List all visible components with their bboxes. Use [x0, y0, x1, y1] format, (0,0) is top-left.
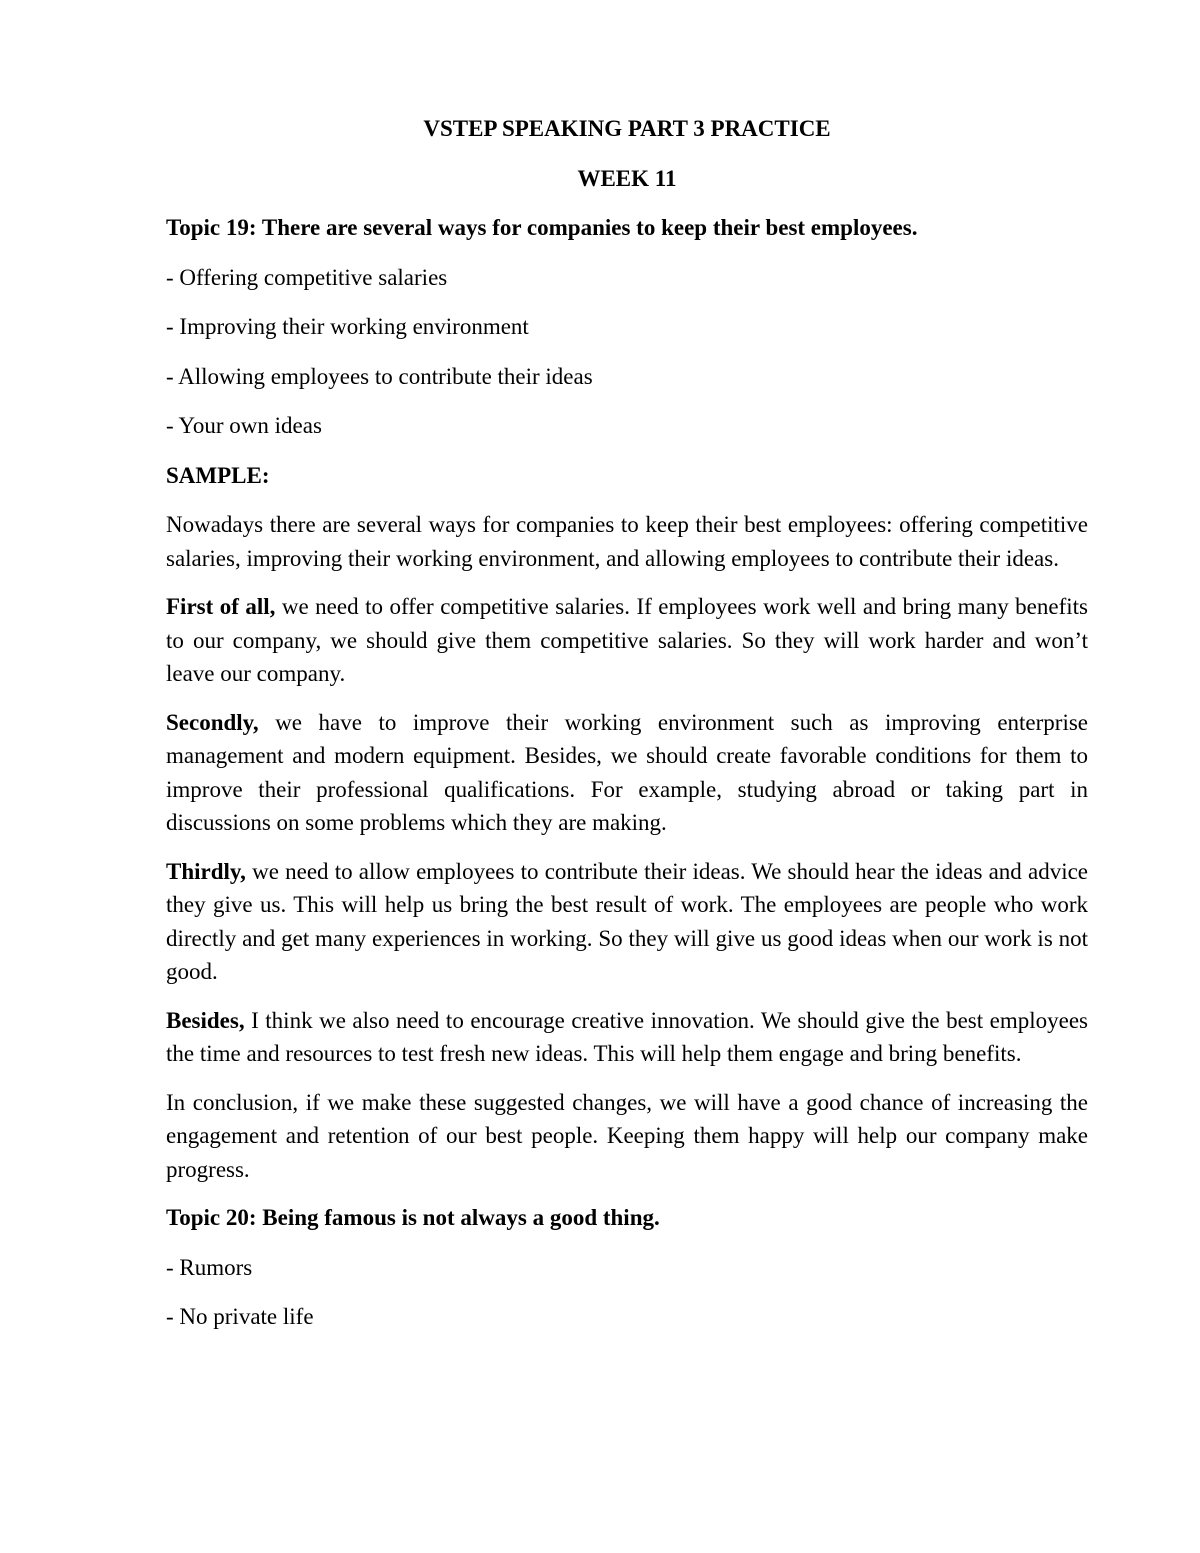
topic-20-heading: Topic 20: Being famous is not always a good thing.: [166, 1205, 660, 1230]
paragraph-text: we need to allow employees to contribute their ideas. We should hear the ideas and advice they give us. This will help us bring the best result of work. The employees are people who work directly and get many experiences in working. So they will give us good ideas when our work is not good.: [166, 858, 1088, 984]
paragraph-lead: Secondly,: [166, 709, 259, 735]
paragraph-text: I think we also need to encourage creative innovation. We should give the best employees the time and resources to test fresh new ideas. This will help them engage and bring benefits.: [166, 1007, 1088, 1066]
topic-19-bullet: - Offering competitive salaries: [166, 264, 448, 290]
topic-19-bullet: - Allowing employees to contribute their ideas: [166, 363, 593, 389]
week-label: WEEK 11: [577, 165, 677, 191]
paragraph-lead: Thirdly,: [166, 858, 246, 884]
paragraph-lead: Besides,: [166, 1007, 245, 1033]
paragraph-first: [166, 590, 1088, 691]
topic-20-bullet: - Rumors: [166, 1254, 253, 1280]
topic-19-bullet: - Improving their working environment: [166, 314, 529, 339]
paragraph-lead: First of all,: [166, 594, 276, 619]
topic-20-bullet: - No private life: [166, 1304, 314, 1329]
paragraph-third: [166, 855, 1088, 989]
paragraph-besides: [166, 1004, 1088, 1071]
sample-label: SAMPLE:: [166, 462, 270, 488]
conclusion-paragraph: In conclusion, if we make these suggested changes, we will have a good chance of increasing the engagement and retention of our best people. Keeping them happy will help our company make progress.: [166, 1089, 1088, 1182]
topic-19-heading: Topic 19: There are several ways for companies to keep their best employees.: [166, 215, 918, 240]
paragraph-second: [166, 706, 1088, 840]
document-body: [166, 112, 1088, 1350]
topic-19-bullet: - Your own ideas: [166, 413, 322, 438]
document-title: VSTEP SPEAKING PART 3 PRACTICE: [423, 116, 831, 141]
intro-paragraph: Nowadays there are several ways for companies to keep their best employees: offering competitive salaries, improving their working environment, and allowing employees to contribute their ideas.: [166, 512, 1088, 571]
paragraph-text: we need to offer competitive salaries. If employees work well and bring many benefits to our company, we should give them competitive salaries. So they will work harder and won’t leave our company.: [166, 594, 1088, 686]
paragraph-text: we have to improve their working environment such as improving enterprise management and modern equipment. Besides, we should create favorable conditions for them to improve their professional qualifications. For example, studying abroad or taking part in discussions on some problems which they are making.: [166, 709, 1088, 835]
